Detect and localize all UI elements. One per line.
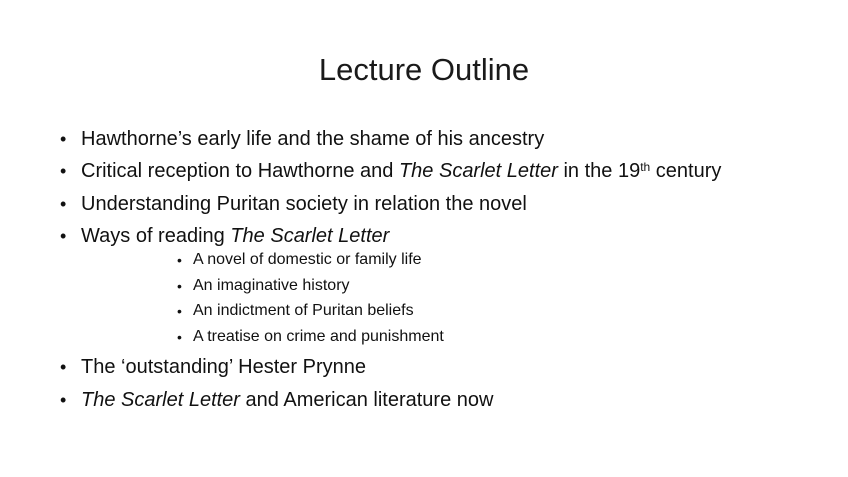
item-text: Hawthorne’s early life and the shame of his ancestry <box>81 128 545 150</box>
sub-list-item <box>177 302 830 320</box>
item-text: Understanding Puritan society in relation the novel <box>81 192 527 215</box>
item-text: Ways of reading <box>81 225 231 248</box>
bullet-icon: • <box>60 129 67 149</box>
sub-item-text: A novel of domestic or family life <box>193 251 422 269</box>
bullet-icon: • <box>177 303 182 320</box>
list-item <box>60 356 830 378</box>
bullet-icon: • <box>60 161 67 182</box>
bullet-icon: • <box>60 357 67 378</box>
bullet-icon: • <box>60 389 67 410</box>
item-text: Critical reception to Hawthorne and <box>81 160 399 183</box>
slide-title: Lecture Outline <box>318 52 530 87</box>
list-item <box>60 225 830 346</box>
book-title: The Scarlet Letter <box>230 225 390 248</box>
outline-list <box>60 128 830 421</box>
book-title: The Scarlet Letter <box>81 388 240 411</box>
item-text: century <box>650 160 722 183</box>
ordinal-suffix: th <box>640 160 651 175</box>
list-item <box>60 160 830 182</box>
item-text: The ‘outstanding’ Hester Prynne <box>81 356 366 379</box>
sub-list <box>81 251 830 346</box>
list-item <box>60 193 830 215</box>
sub-item-text: An indictment of Puritan beliefs <box>193 302 414 320</box>
sub-list-item <box>177 328 830 346</box>
list-item <box>60 389 830 411</box>
bullet-icon: • <box>60 226 67 247</box>
sub-item-text: An imaginative history <box>193 276 350 294</box>
sub-list-item <box>177 277 830 295</box>
book-title: The Scarlet Letter <box>398 160 558 183</box>
bullet-icon: • <box>60 193 67 214</box>
sub-list-item <box>177 251 830 269</box>
bullet-icon: • <box>177 328 182 345</box>
sub-item-text: A treatise on crime and punishment <box>193 327 444 345</box>
bullet-icon: • <box>177 277 182 294</box>
item-text: in the 19 <box>557 160 641 183</box>
item-text: and American literature now <box>239 388 494 411</box>
bullet-icon: • <box>177 252 182 269</box>
list-item <box>60 128 830 150</box>
